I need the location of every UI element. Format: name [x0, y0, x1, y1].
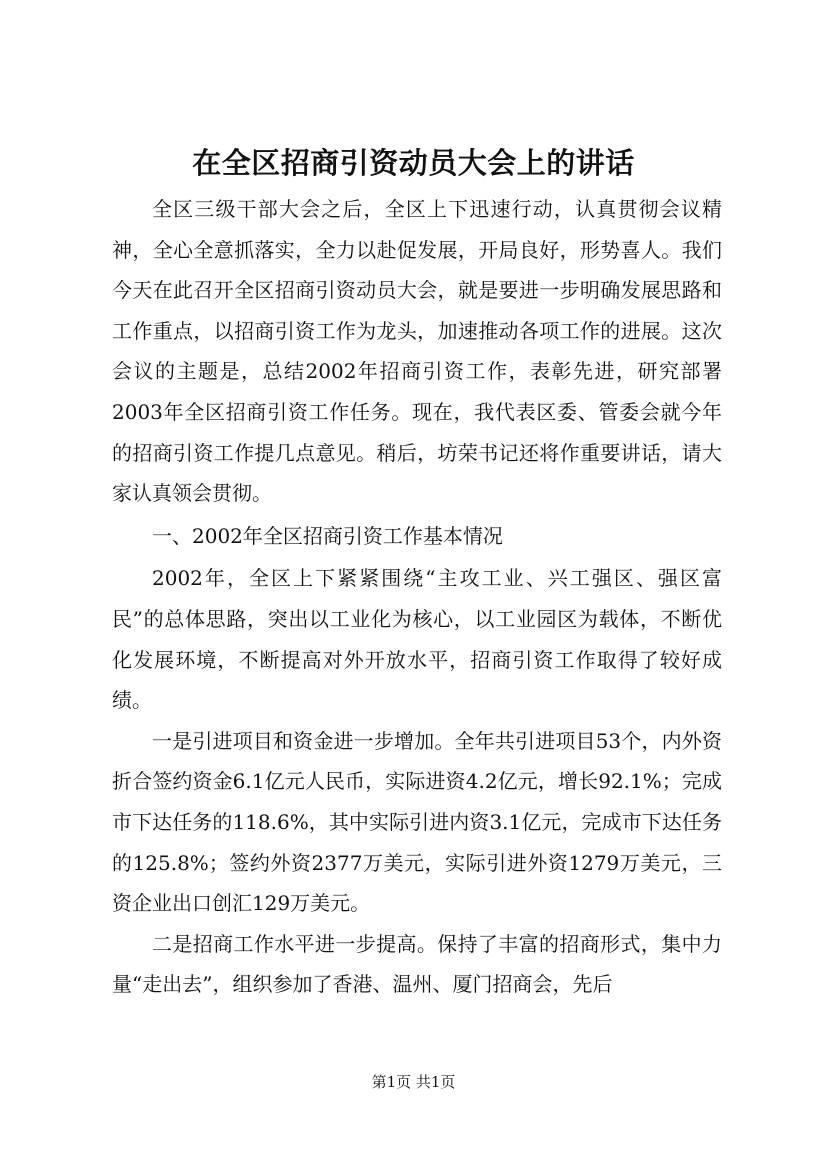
paragraph-investment-level: 二是招商工作水平进一步提高。保持了丰富的招商形式，集中力量“走出去”，组织参加了香港、温州、厦门招商会，先后	[112, 931, 722, 997]
document-title: 在全区招商引资动员大会上的讲话	[192, 146, 635, 180]
paragraph-overview: 2002年，全区上下紧紧围绕“主攻工业、兴工强区、强区富民”的总体思路，突出以工业化为核心，以工业园区为载体，不断优化发展环境，不断提高对外开放水平，招商引资工作取得了较好成绩。	[112, 566, 722, 713]
section-heading: 一、2002年全区招商引资工作基本情况	[152, 523, 503, 548]
paragraph-projects-funds: 一是引进项目和资金进一步增加。全年共引进项目53个，内外资折合签约资金6.1亿元人民币，实际进资4.2亿元，增长92.1%；完成市下达任务的118.6%，其中实际引进内资3.1亿元，完成市下达任务的125.8%；签约外资2377万美元，实际引进外资1279万美元，三资企业出口创汇129万美元。	[112, 728, 722, 916]
document-body	[112, 189, 722, 1005]
paragraph-intro: 全区三级干部大会之后，全区上下迅速行动，认真贯彻会议精神，全心全意抓落实，全力以赴促发展，开局良好，形势喜人。我们今天在此召开全区招商引资动员大会，就是要进一步明确发展思路和工作重点，以招商引资工作为龙头，加速推动各项工作的进展。这次会议的主题是，总结2002年招商引资工作，表彰先进，研究部署2003年全区招商引资工作任务。现在，我代表区委、管委会就今年的招商引资工作提几点意见。稍后，坊荣书记还将作重要讲话，请大家认真领会贯彻。	[112, 197, 722, 506]
page-number: 第1页 共1页	[371, 1073, 456, 1091]
